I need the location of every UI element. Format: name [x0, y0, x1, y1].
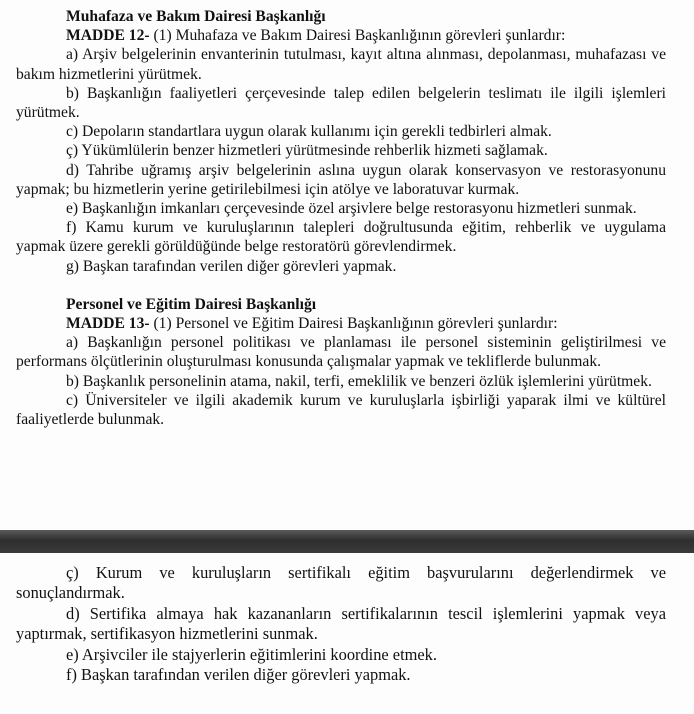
madde-12-item-c: c) Depoların standartlara uygun olarak kullanımı için gerekli tedbirleri almak. — [66, 123, 552, 141]
madde-13-item-f: f) Başkan tarafından verilen diğer görevleri yapmak. — [66, 665, 411, 685]
page-break-bar — [0, 530, 694, 553]
madde-12-item-d: d) Tahribe uğramış arşiv belgelerinin aslına uygun olarak konservasyon ve restorasyonunu yapmak; bu hizmetlerin yerine getirilebilmesi için atölye ve laboratuvar kurmak. — [16, 161, 666, 198]
madde-13-intro — [16, 314, 666, 333]
madde-12-item-f: f) Kamu kurum ve kuruluşlarının talepleri doğrultusunda eğitim, rehberlik ve uygulama yapmak üzere gerekli görüldüğünde belge restoratörü görevlendirmek. — [16, 219, 666, 256]
document-page-bottom — [0, 553, 694, 714]
madde-12-text: (1) Muhafaza ve Bakım Dairesi Başkanlığının görevleri şunlardır: — [149, 27, 566, 45]
section-spacer — [16, 276, 666, 295]
madde-12-item-g: g) Başkan tarafından verilen diğer görevleri yapmak. — [66, 257, 397, 275]
document-body-continued — [16, 563, 666, 685]
madde-12-intro — [16, 26, 666, 45]
madde-12-item-e: e) Başkanlığın imkanları çerçevesinde özel arşivlere belge restorasyonu hizmetleri sunmak. — [66, 200, 637, 218]
madde-13-text: (1) Personel ve Eğitim Dairesi Başkanlığının görevleri şunlardır: — [149, 315, 558, 333]
madde-13-item-d: d) Sertifika almaya hak kazananların sertifikalarının tescil işlemlerini yapmak veya yaptırmak, sertifikasyon hizmetlerini sunmak. — [16, 603, 666, 644]
madde-13-item-c: c) Üniversiteler ve ilgili akademik kurum ve kuruluşlarla işbirliği yaparak ilmi ve kültürel faaliyetlerde bulunmak. — [16, 391, 666, 429]
madde-13-item-b: b) Başkanlık personelinin atama, nakil, terfi, emeklilik ve benzeri özlük işlemlerini yürütmek. — [66, 372, 652, 390]
madde-13-item-a: a) Başkanlığın personel politikası ve planlaması ile personel sisteminin geliştirilmesi ve performans ölçütlerinin oluşturulması konusunda çalışmalar yapmak ve tekliflerde bulunmak. — [16, 334, 666, 371]
madde-12-item-cc: ç) Yükümlülerin benzer hizmetleri yürütmesinde rehberlik hizmeti sağlamak. — [66, 142, 548, 160]
madde-13-number: MADDE 13- — [66, 315, 150, 333]
madde-12-item-a: a) Arşiv belgelerinin envanterinin tutulması, kayıt altına alınması, depolanması, muhafazası ve bakım hizmetlerini yürütmek. — [16, 46, 666, 83]
section-heading-personel: Personel ve Eğitim Dairesi Başkanlığı — [66, 295, 317, 313]
madde-12-number: MADDE 12- — [66, 27, 150, 45]
madde-13-item-cc: ç) Kurum ve kuruluşların sertifikalı eğitim başvurularını değerlendirmek ve sonuçlandırmak. — [16, 563, 666, 603]
madde-12-item-b: b) Başkanlığın faaliyetleri çerçevesinde talep edilen belgelerin teslimatı ile ilgili işlemleri yürütmek. — [16, 84, 666, 122]
document-body — [16, 7, 666, 429]
section-heading-muhafaza: Muhafaza ve Bakım Dairesi Başkanlığı — [66, 8, 326, 25]
madde-13-item-e: e) Arşivciler ile stajyerlerin eğitimlerini koordine etmek. — [66, 644, 437, 664]
